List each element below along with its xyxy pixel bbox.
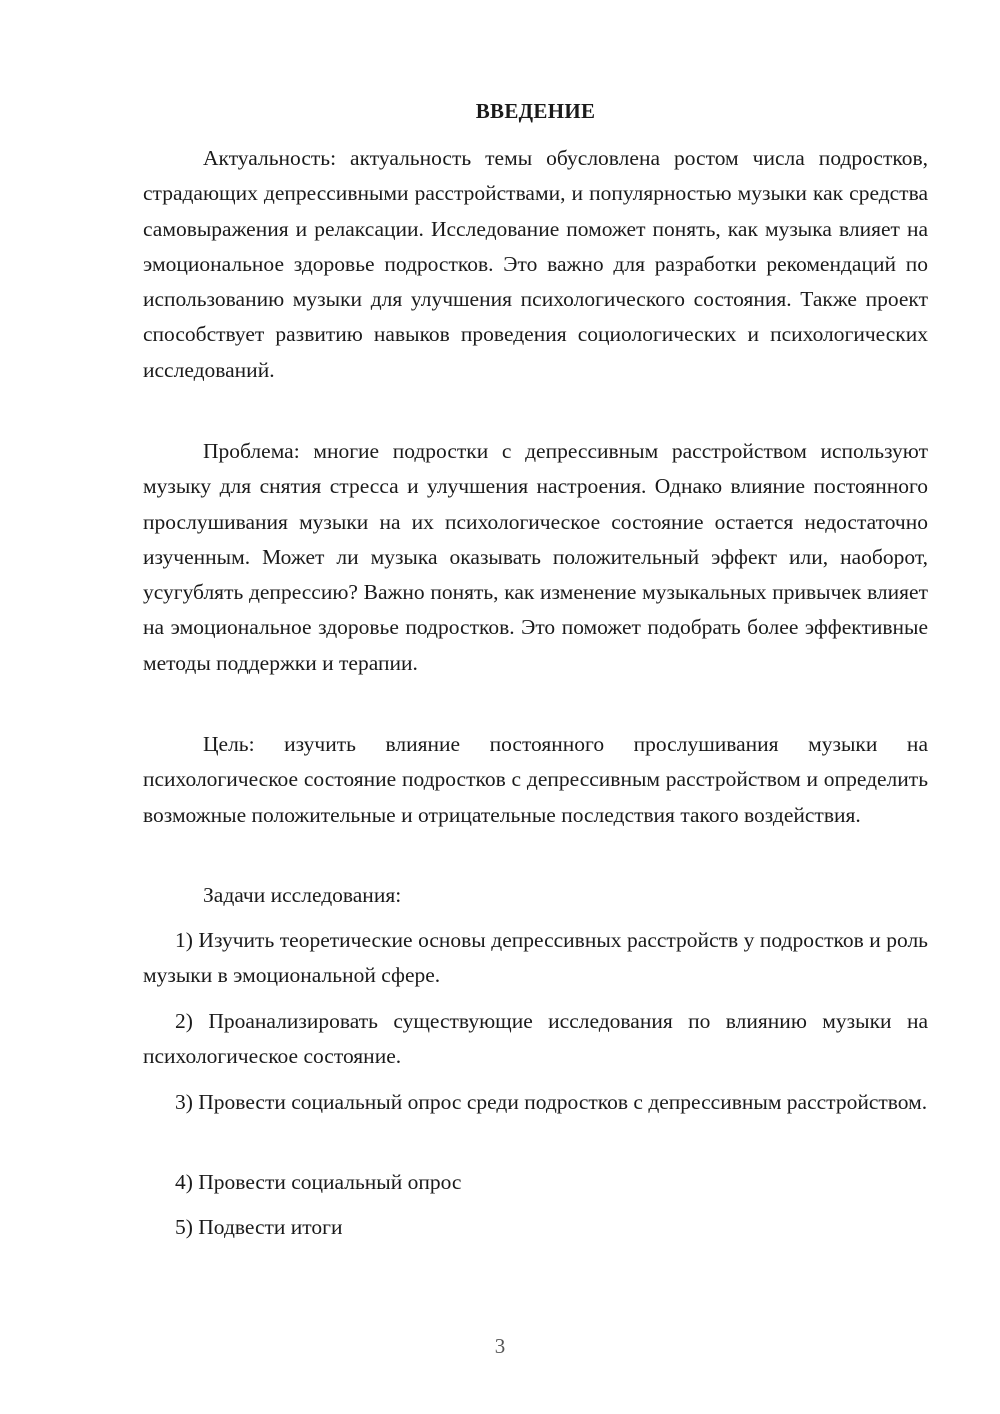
- problem-paragraph: Проблема: многие подростки с депрессивным расстройством используют музыку для снятия стресса и улучшения настроения. Однако влияние постоянного прослушивания музыки на их психологическое состояние остается недостаточно изученным. Может ли музыка оказывать положительный эффект или, наоборот, усугублять депрессию? Важно понять, как изменение музыкальных привычек влияет на эмоциональное здоровье подростков. Это поможет подобрать более эффективные методы поддержки и терапии.: [143, 439, 928, 675]
- task-item-3: 3) Провести социальный опрос среди подростков с депрессивным расстройством.: [175, 1090, 928, 1114]
- relevance-paragraph: Актуальность: актуальность темы обусловлена ростом числа подростков, страдающих депрессивными расстройствами, и популярностью музыки как средства самовыражения и релаксации. Исследование поможет понять, как музыка влияет на эмоциональное здоровье подростков. Это важно для разработки рекомендаций по использованию музыки для улучшения психологического состояния. Также проект способствует развитию навыков проведения социологических и психологических исследований.: [143, 146, 928, 382]
- task-item-2: 2) Проанализировать существующие исследования по влиянию музыки на психологическое состояние.: [143, 1009, 928, 1069]
- tasks-heading: Задачи исследования:: [203, 883, 402, 907]
- task-item-4: 4) Провести социальный опрос: [175, 1170, 462, 1194]
- task-item-5: 5) Подвести итоги: [175, 1215, 343, 1239]
- page-number: 3: [494, 1334, 506, 1358]
- task-item-1: 1) Изучить теоретические основы депрессивных расстройств у подростков и роль музыки в эмоциональной сфере.: [143, 928, 928, 988]
- goal-paragraph: Цель: изучить влияние постоянного прослушивания музыки на психологическое состояние подростков с депрессивным расстройством и определить возможные положительные и отрицательные последствия такого воздействия.: [143, 732, 928, 827]
- section-heading: ВВЕДЕНИЕ: [475, 99, 596, 123]
